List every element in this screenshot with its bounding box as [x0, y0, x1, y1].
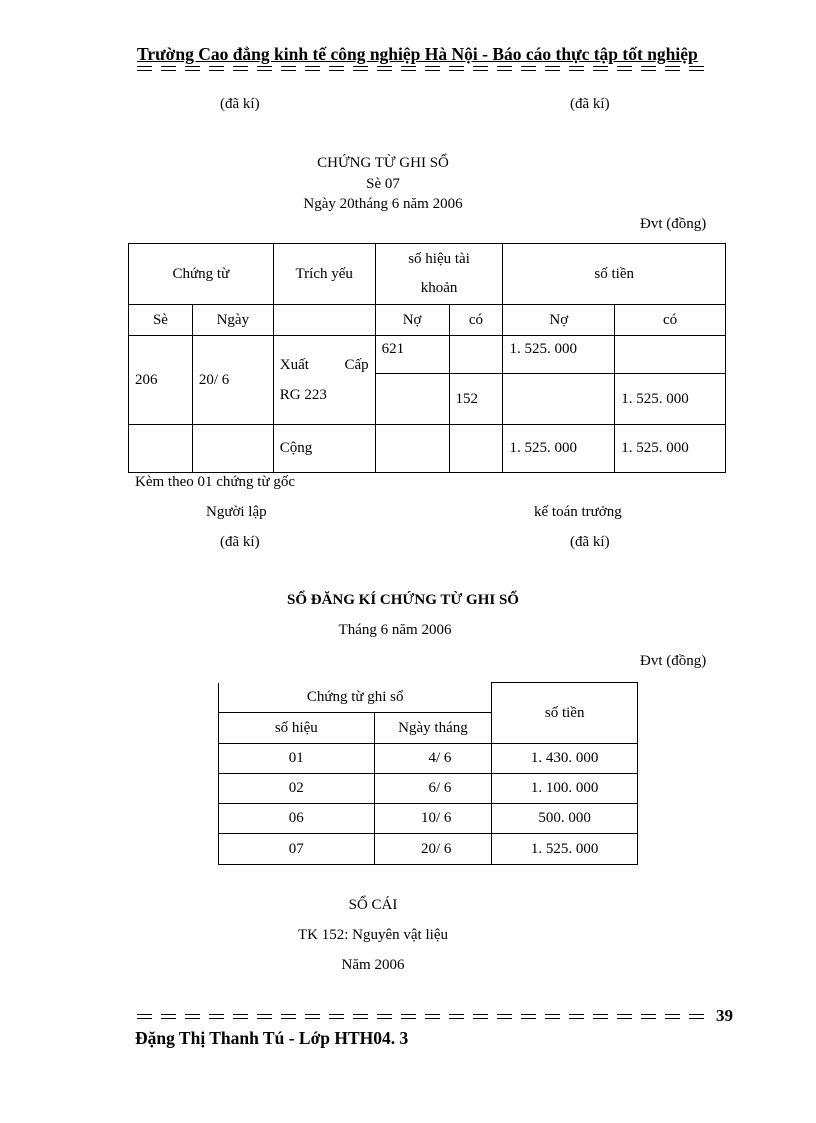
dash-segment	[377, 66, 392, 71]
dash-segment	[593, 1014, 608, 1019]
table-row	[219, 804, 638, 834]
dash-segment	[449, 1014, 464, 1019]
register-col-so-hieu: số hiệu	[219, 713, 375, 744]
dash-segment	[497, 66, 512, 71]
dash-segment	[281, 1014, 296, 1019]
row-so-hieu: 06	[219, 804, 375, 834]
dash-segment	[353, 1014, 368, 1019]
cell-trich-yeu	[273, 336, 375, 425]
register-title: SỔ ĐĂNG KÍ CHỨNG TỪ GHI SỔ	[287, 592, 519, 608]
voucher-date: Ngày 20tháng 6 năm 2006	[303, 196, 463, 212]
row-tien: 1. 100. 000	[492, 774, 638, 804]
dash-segment	[521, 1014, 536, 1019]
dash-segment	[209, 1014, 224, 1019]
col-header-trich-yeu: Trích yếu	[273, 244, 375, 305]
dash-segment	[257, 66, 272, 71]
dash-segment	[617, 1014, 632, 1019]
voucher-title: CHỨNG TỪ GHI SỔ	[317, 155, 449, 171]
footer-author: Đặng Thị Thanh Tú - Lớp HTH04. 3	[135, 1028, 409, 1048]
col-header-so-tien: số tiền	[503, 244, 726, 305]
dash-segment	[473, 66, 488, 71]
dash-segment	[473, 1014, 488, 1019]
ledger-account: TK 152: Nguyên vật liệu	[298, 927, 448, 943]
table-row	[219, 834, 638, 865]
register-period: Tháng 6 năm 2006	[338, 622, 452, 638]
cell-total-co: 1. 525. 000	[615, 425, 726, 473]
signature-top-left: (đã kí)	[220, 96, 260, 112]
dash-segment	[425, 66, 440, 71]
dash-segment	[185, 1014, 200, 1019]
dash-segment	[257, 1014, 272, 1019]
col-header-co: có	[449, 305, 503, 336]
dash-segment	[569, 1014, 584, 1019]
page-number: 39	[716, 1006, 733, 1025]
cell-se: 206	[129, 336, 193, 425]
row-ngay: 20/ 6	[374, 834, 492, 865]
dash-segment	[569, 66, 584, 71]
voucher-unit: Đvt (đồng)	[640, 216, 707, 232]
chief-signature: (đã kí)	[570, 534, 610, 550]
dash-segment	[233, 1014, 248, 1019]
row-so-hieu: 07	[219, 834, 375, 865]
dash-segment	[593, 66, 608, 71]
row-ngay: 6/ 6	[374, 774, 492, 804]
table-row	[219, 744, 638, 774]
dash-segment	[497, 1014, 512, 1019]
preparer-label: Người lập	[206, 504, 267, 520]
dash-segment	[401, 66, 416, 71]
row-tien: 1. 430. 000	[492, 744, 638, 774]
table-row	[219, 774, 638, 804]
trich-yeu-word-2: Cấp	[344, 357, 369, 373]
col-header-tien-no: Nợ	[503, 305, 615, 336]
register-unit: Đvt (đồng)	[640, 653, 707, 669]
cell-total-no: 1. 525. 000	[503, 425, 615, 473]
dash-segment	[641, 1014, 656, 1019]
col-header-ngay: Ngày	[192, 305, 273, 336]
dash-segment	[329, 66, 344, 71]
dash-segment	[305, 66, 320, 71]
row-tien: 1. 525. 000	[492, 834, 638, 865]
cell-ngay: 20/ 6	[192, 336, 273, 425]
cell-tien-no: 1. 525. 000	[503, 336, 615, 374]
dash-segment	[689, 1014, 704, 1019]
dash-segment	[353, 66, 368, 71]
register-col-group: Chứng từ ghi sổ	[219, 683, 492, 713]
register-col-so-tien: số tiền	[492, 683, 638, 744]
trich-yeu-word-1: Xuất	[279, 357, 309, 373]
dash-segment	[161, 66, 176, 71]
col-header-tien-co: có	[615, 305, 726, 336]
dash-segment	[305, 1014, 320, 1019]
dash-segment	[137, 1014, 152, 1019]
dash-segment	[449, 66, 464, 71]
dash-segment	[281, 66, 296, 71]
footer-divider	[137, 1014, 707, 1019]
voucher-number: Sè 07	[366, 176, 400, 192]
dash-segment	[425, 1014, 440, 1019]
dash-segment	[545, 1014, 560, 1019]
header-divider	[137, 66, 717, 71]
dash-segment	[641, 66, 656, 71]
trich-yeu-line-2: RG 223	[279, 387, 327, 403]
signature-top-right: (đã kí)	[570, 96, 610, 112]
dash-segment	[209, 66, 224, 71]
row-tien: 500. 000	[492, 804, 638, 834]
register-col-ngay-thang: Ngày tháng	[374, 713, 492, 744]
row-so-hieu: 01	[219, 744, 375, 774]
ledger-year: Năm 2006	[341, 957, 405, 973]
dash-segment	[161, 1014, 176, 1019]
voucher-table	[128, 243, 726, 473]
dash-segment	[689, 66, 704, 71]
ledger-title: SỔ CÁI	[348, 897, 398, 913]
cell-total-label: Cộng	[273, 425, 375, 473]
page-header: Trường Cao đẳng kinh tế công nghiệp Hà Nội - Báo cáo thực tập tốt nghiệp	[137, 44, 698, 64]
row-ngay: 4/ 6	[374, 744, 492, 774]
dash-segment	[137, 66, 152, 71]
col-header-se: Sè	[129, 305, 193, 336]
row-ngay: 10/ 6	[374, 804, 492, 834]
dash-segment	[185, 66, 200, 71]
dash-segment	[617, 66, 632, 71]
attached-note: Kèm theo 01 chứng từ gốc	[135, 474, 295, 490]
dash-segment	[545, 66, 560, 71]
cell-tk-no: 621	[375, 336, 449, 374]
col-header-so-hieu-tk	[375, 244, 503, 305]
row-so-hieu: 02	[219, 774, 375, 804]
chief-accountant-label: kế toán trưởng	[534, 504, 622, 520]
dash-segment	[521, 66, 536, 71]
dash-segment	[329, 1014, 344, 1019]
cell-tien-co: 1. 525. 000	[615, 374, 726, 425]
register-table	[218, 682, 638, 865]
so-hieu-tk-line2: khoản	[420, 280, 458, 296]
dash-segment	[233, 66, 248, 71]
preparer-signature: (đã kí)	[220, 534, 260, 550]
dash-segment	[665, 1014, 680, 1019]
dash-segment	[401, 1014, 416, 1019]
so-hieu-tk-line1: số hiệu tài	[408, 251, 470, 267]
dash-segment	[665, 66, 680, 71]
dash-segment	[377, 1014, 392, 1019]
cell-tk-co: 152	[449, 374, 503, 425]
col-header-chung-tu: Chứng từ	[129, 244, 274, 305]
col-header-no: Nợ	[375, 305, 449, 336]
